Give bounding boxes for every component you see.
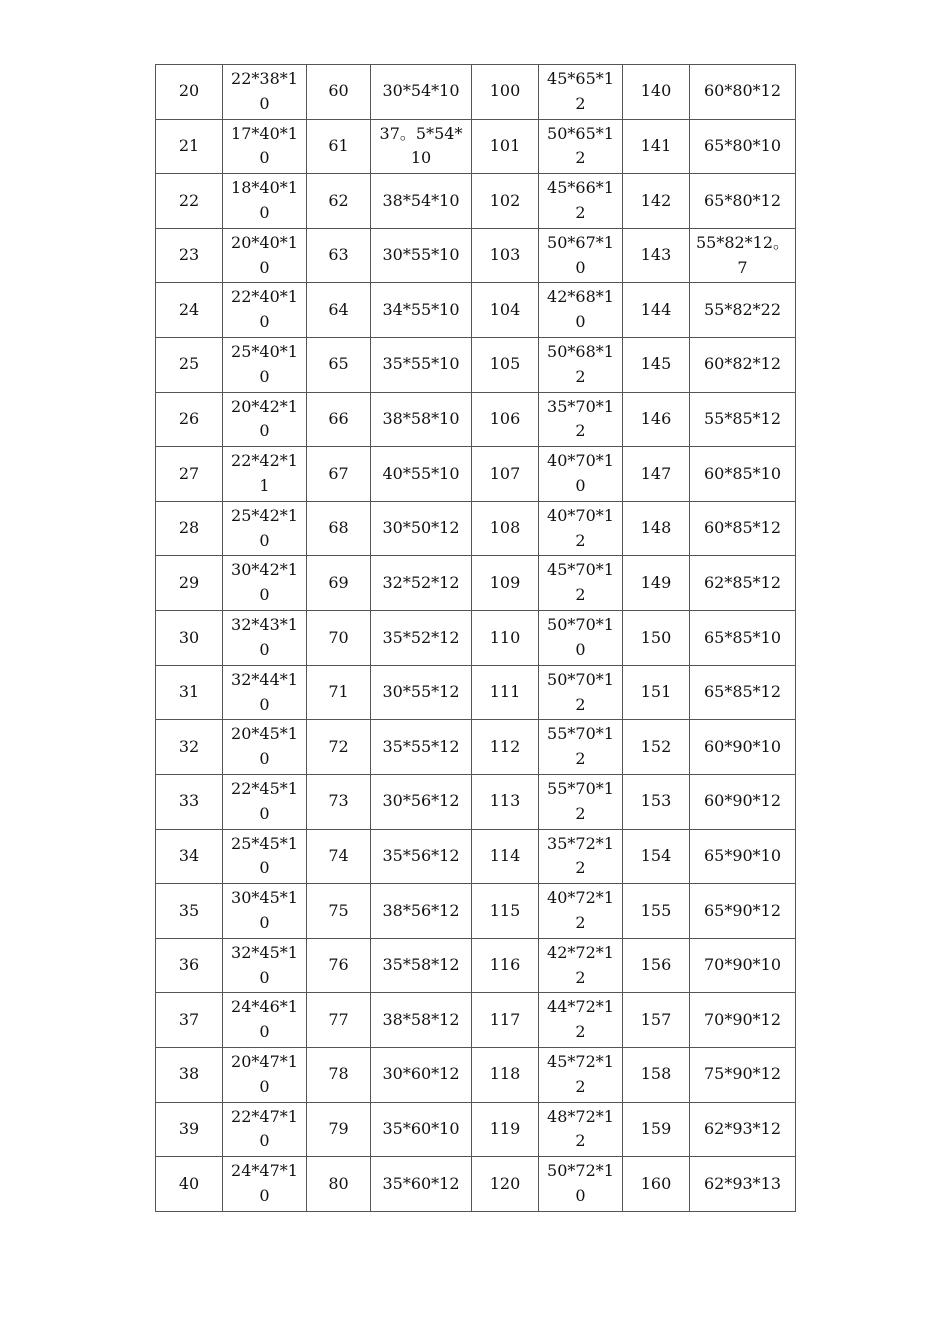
size-spec-cell: 50*70*10	[539, 611, 623, 666]
table-row	[156, 611, 796, 666]
item-number-cell: 106	[472, 392, 539, 447]
item-number-cell: 25	[156, 338, 223, 393]
item-number-cell: 75	[307, 884, 371, 939]
item-number-cell: 150	[623, 611, 690, 666]
size-spec-cell: 30*56*12	[371, 774, 472, 829]
item-number-cell: 111	[472, 665, 539, 720]
item-number-cell: 64	[307, 283, 371, 338]
item-number-cell: 26	[156, 392, 223, 447]
size-spec-cell: 30*54*10	[371, 65, 472, 120]
size-spec-cell: 65*85*10	[690, 611, 796, 666]
item-number-cell: 146	[623, 392, 690, 447]
item-number-cell: 27	[156, 447, 223, 502]
table-row	[156, 119, 796, 174]
item-number-cell: 117	[472, 993, 539, 1048]
size-spec-cell: 30*60*12	[371, 1047, 472, 1102]
size-spec-cell: 35*60*10	[371, 1102, 472, 1157]
item-number-cell: 67	[307, 447, 371, 502]
size-spec-cell: 40*70*12	[539, 501, 623, 556]
size-spec-cell: 65*90*10	[690, 829, 796, 884]
table-row	[156, 283, 796, 338]
item-number-cell: 62	[307, 174, 371, 229]
size-spec-cell: 34*55*10	[371, 283, 472, 338]
item-number-cell: 112	[472, 720, 539, 775]
item-number-cell: 73	[307, 774, 371, 829]
item-number-cell: 156	[623, 938, 690, 993]
size-spec-cell: 38*54*10	[371, 174, 472, 229]
size-spec-cell: 75*90*12	[690, 1047, 796, 1102]
item-number-cell: 76	[307, 938, 371, 993]
item-number-cell: 154	[623, 829, 690, 884]
item-number-cell: 39	[156, 1102, 223, 1157]
item-number-cell: 38	[156, 1047, 223, 1102]
size-spec-cell: 32*43*10	[223, 611, 307, 666]
size-spec-cell: 22*45*10	[223, 774, 307, 829]
item-number-cell: 159	[623, 1102, 690, 1157]
size-spec-cell: 55*82*22	[690, 283, 796, 338]
item-number-cell: 23	[156, 228, 223, 283]
item-number-cell: 103	[472, 228, 539, 283]
size-spec-cell: 17*40*10	[223, 119, 307, 174]
size-spec-cell: 50*70*12	[539, 665, 623, 720]
size-spec-cell: 55*82*12。7	[690, 228, 796, 283]
size-spec-cell: 60*80*12	[690, 65, 796, 120]
item-number-cell: 32	[156, 720, 223, 775]
table-row	[156, 501, 796, 556]
size-spec-cell: 22*42*11	[223, 447, 307, 502]
item-number-cell: 104	[472, 283, 539, 338]
size-spec-cell: 65*90*12	[690, 884, 796, 939]
item-number-cell: 113	[472, 774, 539, 829]
size-spec-cell: 45*72*12	[539, 1047, 623, 1102]
size-spec-cell: 30*55*10	[371, 228, 472, 283]
size-spec-cell: 40*70*10	[539, 447, 623, 502]
size-spec-cell: 35*55*10	[371, 338, 472, 393]
item-number-cell: 35	[156, 884, 223, 939]
item-number-cell: 105	[472, 338, 539, 393]
item-number-cell: 33	[156, 774, 223, 829]
item-number-cell: 36	[156, 938, 223, 993]
item-number-cell: 157	[623, 993, 690, 1048]
size-spec-cell: 32*44*10	[223, 665, 307, 720]
size-spec-cell: 65*80*10	[690, 119, 796, 174]
size-spec-cell: 60*90*10	[690, 720, 796, 775]
item-number-cell: 20	[156, 65, 223, 120]
size-spec-cell: 50*67*10	[539, 228, 623, 283]
item-number-cell: 66	[307, 392, 371, 447]
size-spec-cell: 37。5*54*10	[371, 119, 472, 174]
item-number-cell: 65	[307, 338, 371, 393]
item-number-cell: 108	[472, 501, 539, 556]
item-number-cell: 160	[623, 1157, 690, 1212]
table-body	[156, 65, 796, 1212]
item-number-cell: 71	[307, 665, 371, 720]
item-number-cell: 155	[623, 884, 690, 939]
size-spec-cell: 20*47*10	[223, 1047, 307, 1102]
item-number-cell: 118	[472, 1047, 539, 1102]
size-spec-cell: 35*60*12	[371, 1157, 472, 1212]
size-spec-cell: 38*58*10	[371, 392, 472, 447]
item-number-cell: 148	[623, 501, 690, 556]
item-number-cell: 68	[307, 501, 371, 556]
table-row	[156, 65, 796, 120]
size-spec-cell: 45*65*12	[539, 65, 623, 120]
item-number-cell: 101	[472, 119, 539, 174]
size-spec-cell: 38*56*12	[371, 884, 472, 939]
table-row	[156, 938, 796, 993]
item-number-cell: 34	[156, 829, 223, 884]
size-spec-cell: 65*80*12	[690, 174, 796, 229]
table-row	[156, 174, 796, 229]
item-number-cell: 147	[623, 447, 690, 502]
size-spec-cell: 44*72*12	[539, 993, 623, 1048]
size-spec-cell: 30*50*12	[371, 501, 472, 556]
table-row	[156, 556, 796, 611]
item-number-cell: 72	[307, 720, 371, 775]
item-number-cell: 145	[623, 338, 690, 393]
item-number-cell: 29	[156, 556, 223, 611]
size-spec-cell: 24*46*10	[223, 993, 307, 1048]
item-number-cell: 110	[472, 611, 539, 666]
item-number-cell: 69	[307, 556, 371, 611]
table-row	[156, 338, 796, 393]
size-spec-cell: 32*45*10	[223, 938, 307, 993]
item-number-cell: 77	[307, 993, 371, 1048]
item-number-cell: 142	[623, 174, 690, 229]
size-spec-cell: 60*82*12	[690, 338, 796, 393]
size-spec-cell: 25*45*10	[223, 829, 307, 884]
size-spec-cell: 30*45*10	[223, 884, 307, 939]
item-number-cell: 37	[156, 993, 223, 1048]
size-spec-cell: 22*47*10	[223, 1102, 307, 1157]
size-spec-cell: 55*85*12	[690, 392, 796, 447]
size-spec-cell: 30*42*10	[223, 556, 307, 611]
item-number-cell: 61	[307, 119, 371, 174]
size-spec-cell: 45*66*12	[539, 174, 623, 229]
size-spec-cell: 55*70*12	[539, 720, 623, 775]
item-number-cell: 60	[307, 65, 371, 120]
size-spec-cell: 20*40*10	[223, 228, 307, 283]
seal-size-table	[155, 64, 796, 1212]
item-number-cell: 30	[156, 611, 223, 666]
size-spec-cell: 22*40*10	[223, 283, 307, 338]
size-spec-cell: 35*70*12	[539, 392, 623, 447]
size-spec-cell: 20*45*10	[223, 720, 307, 775]
size-spec-cell: 62*85*12	[690, 556, 796, 611]
item-number-cell: 31	[156, 665, 223, 720]
size-spec-cell: 32*52*12	[371, 556, 472, 611]
size-spec-cell: 50*72*10	[539, 1157, 623, 1212]
table-row	[156, 993, 796, 1048]
size-spec-cell: 62*93*12	[690, 1102, 796, 1157]
size-spec-cell: 18*40*10	[223, 174, 307, 229]
table-row	[156, 829, 796, 884]
size-spec-cell: 40*72*12	[539, 884, 623, 939]
item-number-cell: 78	[307, 1047, 371, 1102]
item-number-cell: 140	[623, 65, 690, 120]
size-spec-cell: 42*72*12	[539, 938, 623, 993]
table-row	[156, 1102, 796, 1157]
size-spec-cell: 42*68*10	[539, 283, 623, 338]
item-number-cell: 158	[623, 1047, 690, 1102]
item-number-cell: 28	[156, 501, 223, 556]
item-number-cell: 116	[472, 938, 539, 993]
item-number-cell: 115	[472, 884, 539, 939]
size-spec-cell: 35*52*12	[371, 611, 472, 666]
size-spec-cell: 22*38*10	[223, 65, 307, 120]
item-number-cell: 74	[307, 829, 371, 884]
table-row	[156, 884, 796, 939]
size-spec-cell: 70*90*12	[690, 993, 796, 1048]
size-spec-cell: 20*42*10	[223, 392, 307, 447]
item-number-cell: 63	[307, 228, 371, 283]
size-spec-cell: 24*47*10	[223, 1157, 307, 1212]
size-spec-cell: 35*58*12	[371, 938, 472, 993]
size-spec-cell: 35*55*12	[371, 720, 472, 775]
table-row	[156, 228, 796, 283]
size-spec-cell: 50*68*12	[539, 338, 623, 393]
size-spec-cell: 25*42*10	[223, 501, 307, 556]
size-spec-cell: 50*65*12	[539, 119, 623, 174]
size-spec-cell: 30*55*12	[371, 665, 472, 720]
item-number-cell: 153	[623, 774, 690, 829]
size-spec-cell: 38*58*12	[371, 993, 472, 1048]
table-row	[156, 665, 796, 720]
item-number-cell: 24	[156, 283, 223, 338]
size-spec-cell: 70*90*10	[690, 938, 796, 993]
size-spec-cell: 55*70*12	[539, 774, 623, 829]
size-spec-cell: 25*40*10	[223, 338, 307, 393]
size-spec-cell: 62*93*13	[690, 1157, 796, 1212]
item-number-cell: 149	[623, 556, 690, 611]
item-number-cell: 102	[472, 174, 539, 229]
size-spec-cell: 65*85*12	[690, 665, 796, 720]
item-number-cell: 114	[472, 829, 539, 884]
size-spec-cell: 60*85*10	[690, 447, 796, 502]
table-row	[156, 1157, 796, 1212]
item-number-cell: 79	[307, 1102, 371, 1157]
item-number-cell: 144	[623, 283, 690, 338]
item-number-cell: 107	[472, 447, 539, 502]
size-spec-cell: 40*55*10	[371, 447, 472, 502]
size-spec-cell: 48*72*12	[539, 1102, 623, 1157]
item-number-cell: 151	[623, 665, 690, 720]
item-number-cell: 141	[623, 119, 690, 174]
item-number-cell: 100	[472, 65, 539, 120]
size-spec-cell: 45*70*12	[539, 556, 623, 611]
table-row	[156, 774, 796, 829]
item-number-cell: 120	[472, 1157, 539, 1212]
item-number-cell: 70	[307, 611, 371, 666]
item-number-cell: 152	[623, 720, 690, 775]
size-spec-cell: 60*90*12	[690, 774, 796, 829]
item-number-cell: 80	[307, 1157, 371, 1212]
table-row	[156, 720, 796, 775]
item-number-cell: 109	[472, 556, 539, 611]
table-row	[156, 1047, 796, 1102]
item-number-cell: 21	[156, 119, 223, 174]
size-spec-cell: 35*56*12	[371, 829, 472, 884]
table-row	[156, 447, 796, 502]
item-number-cell: 119	[472, 1102, 539, 1157]
size-spec-cell: 60*85*12	[690, 501, 796, 556]
item-number-cell: 40	[156, 1157, 223, 1212]
size-spec-cell: 35*72*12	[539, 829, 623, 884]
table-row	[156, 392, 796, 447]
item-number-cell: 22	[156, 174, 223, 229]
item-number-cell: 143	[623, 228, 690, 283]
